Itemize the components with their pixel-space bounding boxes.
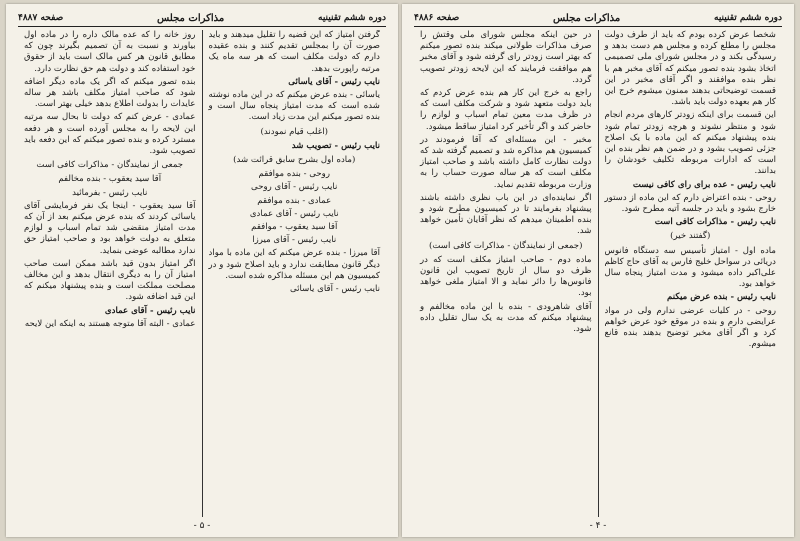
right-folio: - ۴ - <box>589 521 607 531</box>
paragraph-speaker: نایب رئیس - مذاکرات کافی است <box>654 217 776 228</box>
left-session-label: دوره ششم تقنینیه <box>318 13 386 23</box>
paragraph-text: روحی - در کلیات عرضی ندارم ولی در مواد عرایضی دارم و بنده در موقع خود عرض خواهم کرد و اگر آقای مخبر توضیح بدهند بنده قانع میشوم. <box>604 305 776 350</box>
left-title: مذاکرات مجلس <box>157 12 225 24</box>
paragraph-vote: آقا سید یعقوب - بنده مخالفم <box>58 174 162 185</box>
paragraph-text: مخبر - این مسئله‌ای که آقا فرمودند در کمیسیون هم مذاکره شد و تصمیم گرفته شد که دولت نظارت کامل داشته باشد و صاحب امتیاز مکلف است که هر ساله صورت حساب را به وزارت مربوطه تقدیم نماید. <box>420 134 592 190</box>
paragraph-speaker: نایب رئیس - آقای عمادی <box>104 305 196 316</box>
right-title: مذاکرات مجلس <box>553 12 621 24</box>
paragraph-text: راجع به خرج این کار هم بنده عرض کردم که باید دولت متعهد شود و شرکت مکلف است که در ظرف مدت معین تمام اسباب و لوازم را حاضر کند و اگر تأخیر کرد امتیاز ساقط میشود. <box>420 88 592 132</box>
paragraph-center: جمعی از نمایندگان - مذاکرات کافی است <box>36 160 184 171</box>
paragraph-text: عمادی - البته آقا متوجه هستند به اینکه این لایحه <box>24 318 196 329</box>
paragraph-vote: آقا سید یعقوب - موافقم <box>251 222 338 233</box>
right-page <box>402 4 794 537</box>
paragraph-text: شخصاً عرض کرده بودم که باید از طرف دولت مجلس را مطلع کرده و مجلس هم دست بدهد و رسیدگی بکند و در مجلس شورای ملی تصمیمی اتخاذ بشود بنده تصور میکنم که آقای مخبر هم با نظر بنده موافقند و اگر آقای مخبر در این قسمت توضیحاتی بدهند ممنون میشوم خرج این کار هم بعهده دولت باید باشد. <box>604 30 776 108</box>
paragraph-text: بنده تصور میکنم که اگر یک ماده دیگر اضافه شود که صاحب امتیاز مکلف باشد هر ساله عایدات را بدولت اطلاع بدهد خیلی بهتر است. <box>24 76 196 110</box>
paragraph-vote: عمادی - بنده موافقم <box>257 195 332 206</box>
paragraph-speaker: نایب رئیس - آقای یاسائی <box>288 76 380 87</box>
paragraph-center: (ماده اول بشرح سابق قرائت شد) <box>233 155 356 166</box>
paragraph-vote: نایب رئیس - بفرمائید <box>72 187 148 198</box>
left-page-column-2 <box>18 30 203 517</box>
right-page-header <box>414 10 782 27</box>
paragraph-center: (اغلب قیام نمودند) <box>260 126 328 137</box>
paragraph-text: روز خانه را که عده مالک داره را در ماده اول بیاورند و نسبت به آن تصمیم بگیرند چون که مطابق قانون هر کس مالک است باید از حقوق خود استفاده کند و دولت هم حق نظارت دارد. <box>24 30 196 74</box>
paragraph-text: ماده اول - امتیاز تأسیس سه دستگاه فانوس دریائی در سواحل خلیج فارس به آقای حاج کاظم علی‌اکبر داده میشود و مدت امتیاز پنجاه سال خواهد بود. <box>604 245 776 290</box>
left-page <box>6 4 398 537</box>
paragraph-text: گرفتن امتیاز که این قضیه را تقلیل میدهند و باید صورت آن را بمجلس تقدیم کنند و بنده عقیده دارم که دولت مکلف است که هر سه ماه یک مرتبه راپورت بدهد. <box>208 30 380 74</box>
paragraph-speaker: نایب رئیس - بنده عرض میکنم <box>667 292 776 303</box>
paragraph-text: این قسمت برای اینکه زودتر کارهای مردم انجام شود و منتظر نشوند و هرچه زودتر تمام شود بنده پیشنهاد میکنم که این ماده با یک اصلاح جزئی تصویب بشود و در ضمن هم نظر بنده این است که ادارات مربوطه تکلیف خودشان را بدانند. <box>604 110 776 177</box>
paragraph-vote: نایب رئیس - آقای میرزا <box>252 235 337 246</box>
paragraph-center: (جمعی از نمایندگان - مذاکرات کافی است) <box>429 240 583 251</box>
paragraph-text: آقای شاهرودی - بنده با این ماده مخالفم و پیشنهاد میکنم که مدت به یک سال تقلیل داده شود. <box>420 301 592 335</box>
paragraph-text: ماده دوم - صاحب امتیاز مکلف است که در ظرف دو سال از تاریخ تصویب این قانون فانوس‌ها را دائر نماید و الا امتیاز ملغی خواهد بود. <box>420 254 592 299</box>
paragraph-text: در حین اینکه مجلس شورای ملی وقتش را صرف مذاکرات طولانی میکند بنده تصور میکنم که بهتر است زودتر رای گرفته شود و آقای مخبر هم موافقت فرمایند که این لایحه زودتر تصویب گردد. <box>420 30 592 85</box>
right-page-column-2 <box>414 30 599 517</box>
left-page-number: صفحه ۴۸۸۷ <box>18 13 64 23</box>
right-page-number: صفحه ۴۸۸۶ <box>414 13 460 23</box>
paragraph-vote: روحی - بنده موافقم <box>258 169 330 180</box>
left-folio: - ۵ - <box>193 521 211 531</box>
paragraph-text: آقا میرزا - بنده عرض میکنم که این ماده با مواد دیگر قانون مطابقت ندارد و باید اصلاح شود و در کمیسیون هم این مسئله مذاکره شده است. <box>208 248 380 281</box>
paragraph-text: اگر امتیاز بدون قید باشد ممکن است صاحب امتیاز آن را به دیگری انتقال بدهد و این مخالف مصلحت مملکت است و بنده پیشنهاد میکنم که این قید اضافه شود. <box>24 258 196 303</box>
paragraph-speaker: نایب رئیس - تصویب شد <box>291 140 380 151</box>
paragraph-vote: نایب رئیس - آقای عمادی <box>249 208 339 219</box>
left-page-columns <box>18 30 386 517</box>
left-page-header <box>18 10 386 27</box>
paragraph-text: نایب رئیس - آقای یاسائی <box>290 284 380 295</box>
right-page-columns <box>414 30 782 517</box>
paragraph-text: اگر نماینده‌ای در این باب نظری داشته باشند پیشنهاد بفرمایند تا در کمیسیون مطرح شود و بنده اطمینان میدهم که نظر آقایان تأمین خواهد شد. <box>420 192 592 237</box>
paragraph-text: روحی - بنده اعتراض دارم که این ماده از دستور خارج بشود و باید در جلسه آتیه مطرح شود. <box>604 192 776 215</box>
paragraph-text: عمادی - عرض کنم که دولت تا بحال سه مرتبه این لایحه را به مجلس آورده است و هر دفعه مسترد کرده و بنده تصور میکنم که این دفعه باید تصویب شود. <box>24 112 196 157</box>
paragraph-text: یاسائی - بنده عرض میکنم که در این ماده نوشته شده است که مدت امتیاز پنجاه سال است و بنده تصور میکنم این مدت زیاد است. <box>208 90 380 123</box>
paragraph-text: آقا سید یعقوب - اینجا یک نفر فرمایشی آقای یاسائی کردند که بنده عرض میکنم بعد از آن که مدت امتیاز منقضی شد تمام اسباب و لوازم متعلق به دولت خواهد بود و صاحب امتیاز حق ندارد مطالبه عوضی بنماید. <box>24 200 196 256</box>
paragraph-vote: نایب رئیس - آقای روحی <box>251 182 338 193</box>
document-spread <box>6 4 794 537</box>
paragraph-center: (گفتند خیر) <box>670 231 711 242</box>
paragraph-speaker: نایب رئیس - عده برای رای کافی نیست <box>632 179 776 190</box>
right-page-column-1 <box>599 30 783 517</box>
right-session-label: دوره ششم تقنینیه <box>714 13 782 23</box>
left-page-column-1 <box>203 30 387 517</box>
